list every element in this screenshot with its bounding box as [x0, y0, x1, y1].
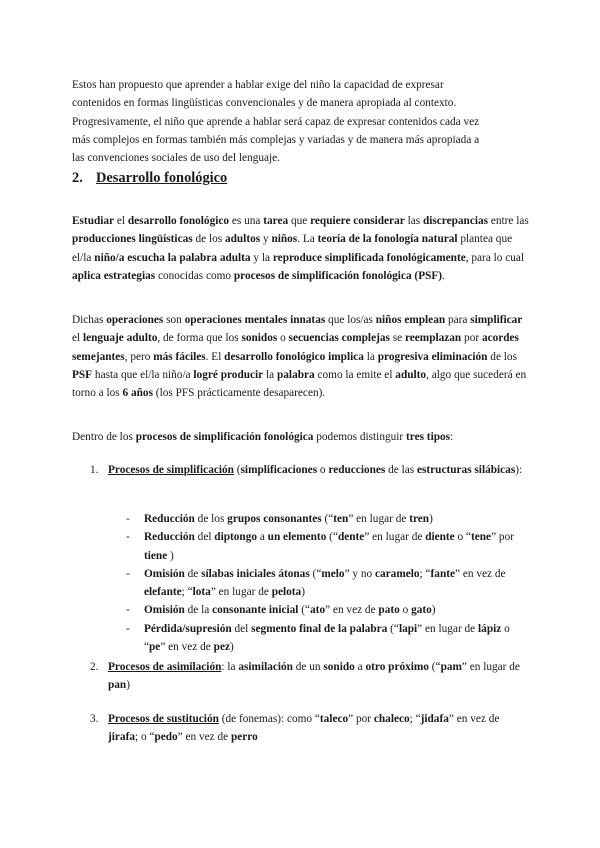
bold-text-run: lápiz	[478, 622, 502, 635]
intro-line: las convenciones sociales de uso del lenguaje.	[72, 152, 280, 165]
bold-text-run: pato	[378, 604, 400, 617]
text-run: Dichas	[72, 314, 107, 326]
text-run: )	[429, 513, 433, 525]
bold-text-run: caramelo	[375, 567, 420, 580]
bullet-text	[144, 531, 514, 561]
text-run: de los	[192, 233, 225, 246]
bold-text-run: discrepancias	[422, 215, 489, 227]
bold-text-run: pelota	[271, 586, 302, 599]
bullet-dash: -	[126, 604, 130, 617]
bold-text-run: procesos de simplificación fonológica (PSF)	[233, 269, 443, 282]
text-run: por	[461, 332, 482, 345]
bold-text-run: pez	[213, 641, 230, 654]
text-run: es una	[229, 215, 264, 227]
bold-text-run: ato	[310, 604, 326, 617]
text-run: que	[288, 215, 311, 227]
text-run: ):	[515, 464, 523, 476]
text-run: entre las	[488, 215, 529, 227]
text-run: de los	[194, 513, 228, 525]
bold-text-run: melo	[321, 567, 345, 580]
text-run: el	[72, 332, 83, 345]
text-run: y	[260, 233, 272, 246]
bold-text-run: operaciones mentales innatas	[184, 314, 326, 326]
bullet-item	[126, 528, 528, 565]
text-run: de	[184, 567, 202, 580]
text-run: o	[399, 604, 412, 617]
bold-text-run: procesos de simplificación fonológica	[135, 431, 314, 443]
bold-text-run: producciones lingüísticas	[72, 233, 193, 246]
text-run: que los/as	[325, 314, 376, 326]
list-marker: 1.	[90, 464, 99, 476]
text-run: . La	[297, 233, 318, 246]
bold-text-run: gato	[411, 604, 432, 617]
bold-text-run: sonido	[323, 661, 355, 673]
text-run: : la	[221, 661, 239, 673]
bullet-item	[126, 565, 528, 602]
text-run: ” en vez de	[177, 731, 231, 744]
intro-line: Estos han propuesto que aprender a hablar exige del niño la capacidad de expresar	[72, 79, 444, 91]
bullet-dash: -	[126, 567, 130, 580]
bold-text-run: teoría de la fonología natural	[317, 233, 458, 246]
text-run: ” en lugar de	[417, 622, 479, 635]
bold-text-run: jidafa	[420, 713, 449, 725]
text-run: de las	[385, 464, 417, 476]
bold-text-run: progresiva eliminación	[377, 350, 488, 363]
intro-line: contenidos en formas lingüísticas convencionales y de manera apropiada al contexto.	[72, 97, 457, 110]
text-run: ” en vez de	[455, 567, 506, 580]
bold-text-run: Estudiar	[72, 215, 115, 227]
bold-text-run: Procesos de simplificación	[108, 464, 234, 476]
text-run: (“	[309, 567, 322, 580]
bold-text-run: tarea	[263, 215, 289, 227]
bold-text-run: diptongo	[214, 531, 257, 544]
bold-text-run: dente	[337, 531, 365, 544]
text-run: )	[431, 604, 436, 617]
bold-text-run: Omisión	[144, 567, 185, 580]
text-run: )	[301, 586, 305, 599]
section-title: Desarrollo fonológico	[96, 170, 228, 186]
text-run: ” en vez de	[448, 713, 500, 725]
bold-text-run: elefante	[144, 586, 182, 599]
bold-text-run: tiene	[144, 549, 168, 562]
bullet-text	[144, 604, 436, 616]
text-run: (“	[428, 661, 441, 673]
text-run: .	[442, 269, 445, 282]
bold-text-run: fante	[430, 567, 456, 580]
text-run: o	[317, 464, 329, 476]
text-run: ” en lugar de	[461, 661, 520, 673]
text-run: (“	[321, 513, 334, 525]
list-item-text	[90, 658, 528, 695]
text-run: Dentro de los	[72, 431, 136, 443]
text-run: conocidas como	[155, 269, 234, 282]
text-run: son	[163, 314, 185, 326]
text-run: (los PFS prácticamente desaparecen).	[152, 387, 326, 400]
bold-text-run: chaleco	[373, 713, 410, 725]
text-run: como la emite el	[314, 368, 396, 381]
bullet-dash: -	[126, 513, 130, 525]
text-run: del	[231, 622, 252, 635]
bold-text-run: asimilación	[238, 661, 293, 673]
bold-text-run: sílabas iniciales átonas	[201, 567, 310, 580]
bold-text-run: reemplazan	[404, 332, 462, 345]
text-run: ” por	[491, 531, 514, 544]
bold-text-run: taleco	[319, 713, 349, 725]
section-number: 2.	[72, 170, 83, 186]
bullet-item	[126, 620, 528, 657]
bold-text-run: niño/a escucha la palabra adulta	[94, 251, 251, 264]
bold-text-run: niños	[271, 233, 298, 246]
bold-text-run: tren	[409, 513, 430, 525]
text-run: se	[389, 332, 405, 345]
list-item-text	[90, 710, 528, 747]
text-run: , para lo cual	[465, 251, 525, 264]
bold-text-run: diente	[425, 531, 455, 544]
bold-text-run: sonidos	[241, 332, 278, 345]
bold-text-run: pe	[149, 641, 161, 654]
bold-text-run: otro próximo	[365, 661, 429, 673]
list-marker: 2.	[90, 661, 99, 673]
text-run: de un	[292, 661, 324, 673]
list-item-simplification	[90, 461, 528, 479]
text-run: :	[450, 431, 454, 443]
paragraph-three-types	[72, 428, 530, 446]
bold-text-run: desarrollo fonológico	[127, 215, 230, 227]
bold-text-run: aplica estrategias	[72, 269, 156, 282]
bold-text-run: Procesos de asimilación	[108, 661, 222, 673]
text-run: , de forma que los	[157, 332, 242, 345]
text-run: la	[263, 368, 277, 381]
bold-text-run: ten	[333, 513, 349, 525]
text-run: (“	[387, 622, 399, 635]
bold-text-run: tres tipos	[406, 431, 451, 443]
bullet-text	[144, 623, 510, 653]
bold-text-run: simplificar	[470, 314, 523, 326]
bold-text-run: Reducción	[144, 531, 195, 544]
bold-text-run: Pérdida/supresión	[144, 622, 232, 635]
text-run: . El	[205, 350, 225, 363]
text-run: (“	[298, 604, 311, 617]
text-run: hasta que el/la niño/a	[92, 368, 194, 381]
text-run: (“	[326, 531, 338, 544]
text-run: (	[233, 464, 241, 476]
bullet-text	[144, 568, 506, 598]
text-run: o “	[144, 622, 510, 654]
text-run: y la	[250, 251, 273, 264]
bullet-item	[126, 510, 528, 528]
paragraph-psf-definition	[72, 212, 530, 285]
text-run: la	[363, 350, 378, 363]
text-run: ; “	[419, 567, 431, 580]
section-heading	[72, 170, 227, 187]
bold-text-run: Reducción	[144, 513, 195, 525]
text-run: (de fonemas): como “	[218, 713, 320, 725]
text-run: del	[194, 531, 215, 544]
text-run: , pero	[124, 350, 154, 363]
text-run: a	[257, 531, 268, 544]
text-run: el	[114, 215, 128, 227]
bold-text-run: reproduce simplificada fonológicamente	[272, 251, 466, 264]
bold-text-run: jirafa	[108, 731, 135, 744]
bold-text-run: pan	[108, 679, 127, 692]
list-item-text	[90, 461, 528, 479]
bold-text-run: estructuras silábicas	[417, 464, 516, 476]
text-run: ” en lugar de	[348, 513, 410, 525]
bold-text-run: grupos consonantes	[227, 513, 322, 525]
text-run: )	[229, 641, 234, 654]
text-run: , algo que sucederá en torno a los	[72, 368, 527, 400]
bullet-text	[144, 513, 433, 525]
bold-text-run: adulto	[395, 368, 427, 381]
text-run: o	[277, 332, 289, 345]
text-run: ” y no	[344, 567, 375, 580]
text-run: plantea que el/la	[72, 233, 513, 264]
text-run: ; o “	[134, 731, 155, 744]
bold-text-run: lenguaje adulto	[82, 332, 158, 345]
bold-text-run: Procesos de sustitución	[108, 713, 219, 725]
text-run: ; “	[409, 713, 421, 725]
text-run: )	[167, 549, 174, 562]
list-item-substitution	[90, 710, 528, 747]
intro-paragraph	[72, 76, 530, 167]
bullet-item	[126, 601, 528, 619]
bold-text-run: segmento final de la palabra	[251, 622, 388, 635]
bullet-dash: -	[126, 531, 130, 544]
bold-text-run: Omisión	[144, 604, 185, 617]
bold-text-run: secuencias complejas	[288, 332, 390, 345]
bold-text-run: niños emplean	[375, 314, 446, 326]
bold-text-run: perro	[231, 731, 258, 744]
bold-text-run: un elemento	[267, 531, 327, 544]
bold-text-run: pam	[440, 661, 462, 673]
text-run: las	[404, 215, 423, 227]
bold-text-run: lapi	[398, 622, 418, 635]
intro-line: Progresivamente, el niño que aprende a hablar será capaz de expresar contenidos cada vez	[72, 115, 480, 128]
text-run: de la	[184, 604, 213, 617]
text-run: de los	[487, 350, 517, 363]
intro-line: más complejos en formas también más complejas y variadas y de manera más apropiada a	[72, 133, 480, 146]
bold-text-run: pedo	[154, 731, 178, 744]
simplification-bullets	[126, 510, 528, 656]
bold-text-run: operaciones	[106, 314, 164, 326]
bold-text-run: logré producir	[193, 368, 264, 381]
text-run: podemos distinguir	[313, 431, 406, 443]
bold-text-run: 6 años	[122, 387, 153, 400]
text-run: ” en lugar de	[364, 531, 426, 544]
bold-text-run: más fáciles	[153, 350, 206, 363]
text-run: ” en lugar de	[210, 586, 272, 599]
bold-text-run: adultos	[224, 233, 261, 246]
bold-text-run: consonante inicial	[212, 604, 299, 617]
bold-text-run: simplificaciones	[240, 464, 318, 476]
paragraph-psf-operations	[72, 311, 530, 402]
text-run: o “	[454, 531, 471, 544]
bold-text-run: tene	[471, 531, 492, 544]
bold-text-run: requiere considerar	[310, 215, 405, 227]
text-run: ” por	[348, 713, 374, 725]
text-run: a	[354, 661, 366, 673]
text-run: ” en vez de	[160, 641, 214, 654]
bold-text-run: palabra	[277, 368, 315, 381]
text-run: ” en vez de	[325, 604, 379, 617]
list-marker: 3.	[90, 713, 99, 725]
text-run: ; “	[181, 586, 193, 599]
bold-text-run: reducciones	[328, 464, 386, 476]
bold-text-run: lota	[192, 586, 211, 599]
bold-text-run: desarrollo fonológico implica	[224, 350, 364, 363]
text-run: )	[126, 679, 130, 692]
bold-text-run: acordes semejantes	[72, 332, 519, 363]
text-run: para	[445, 314, 471, 326]
bullet-dash: -	[126, 622, 130, 635]
bold-text-run: PSF	[72, 368, 93, 381]
list-item-assimilation	[90, 658, 528, 695]
